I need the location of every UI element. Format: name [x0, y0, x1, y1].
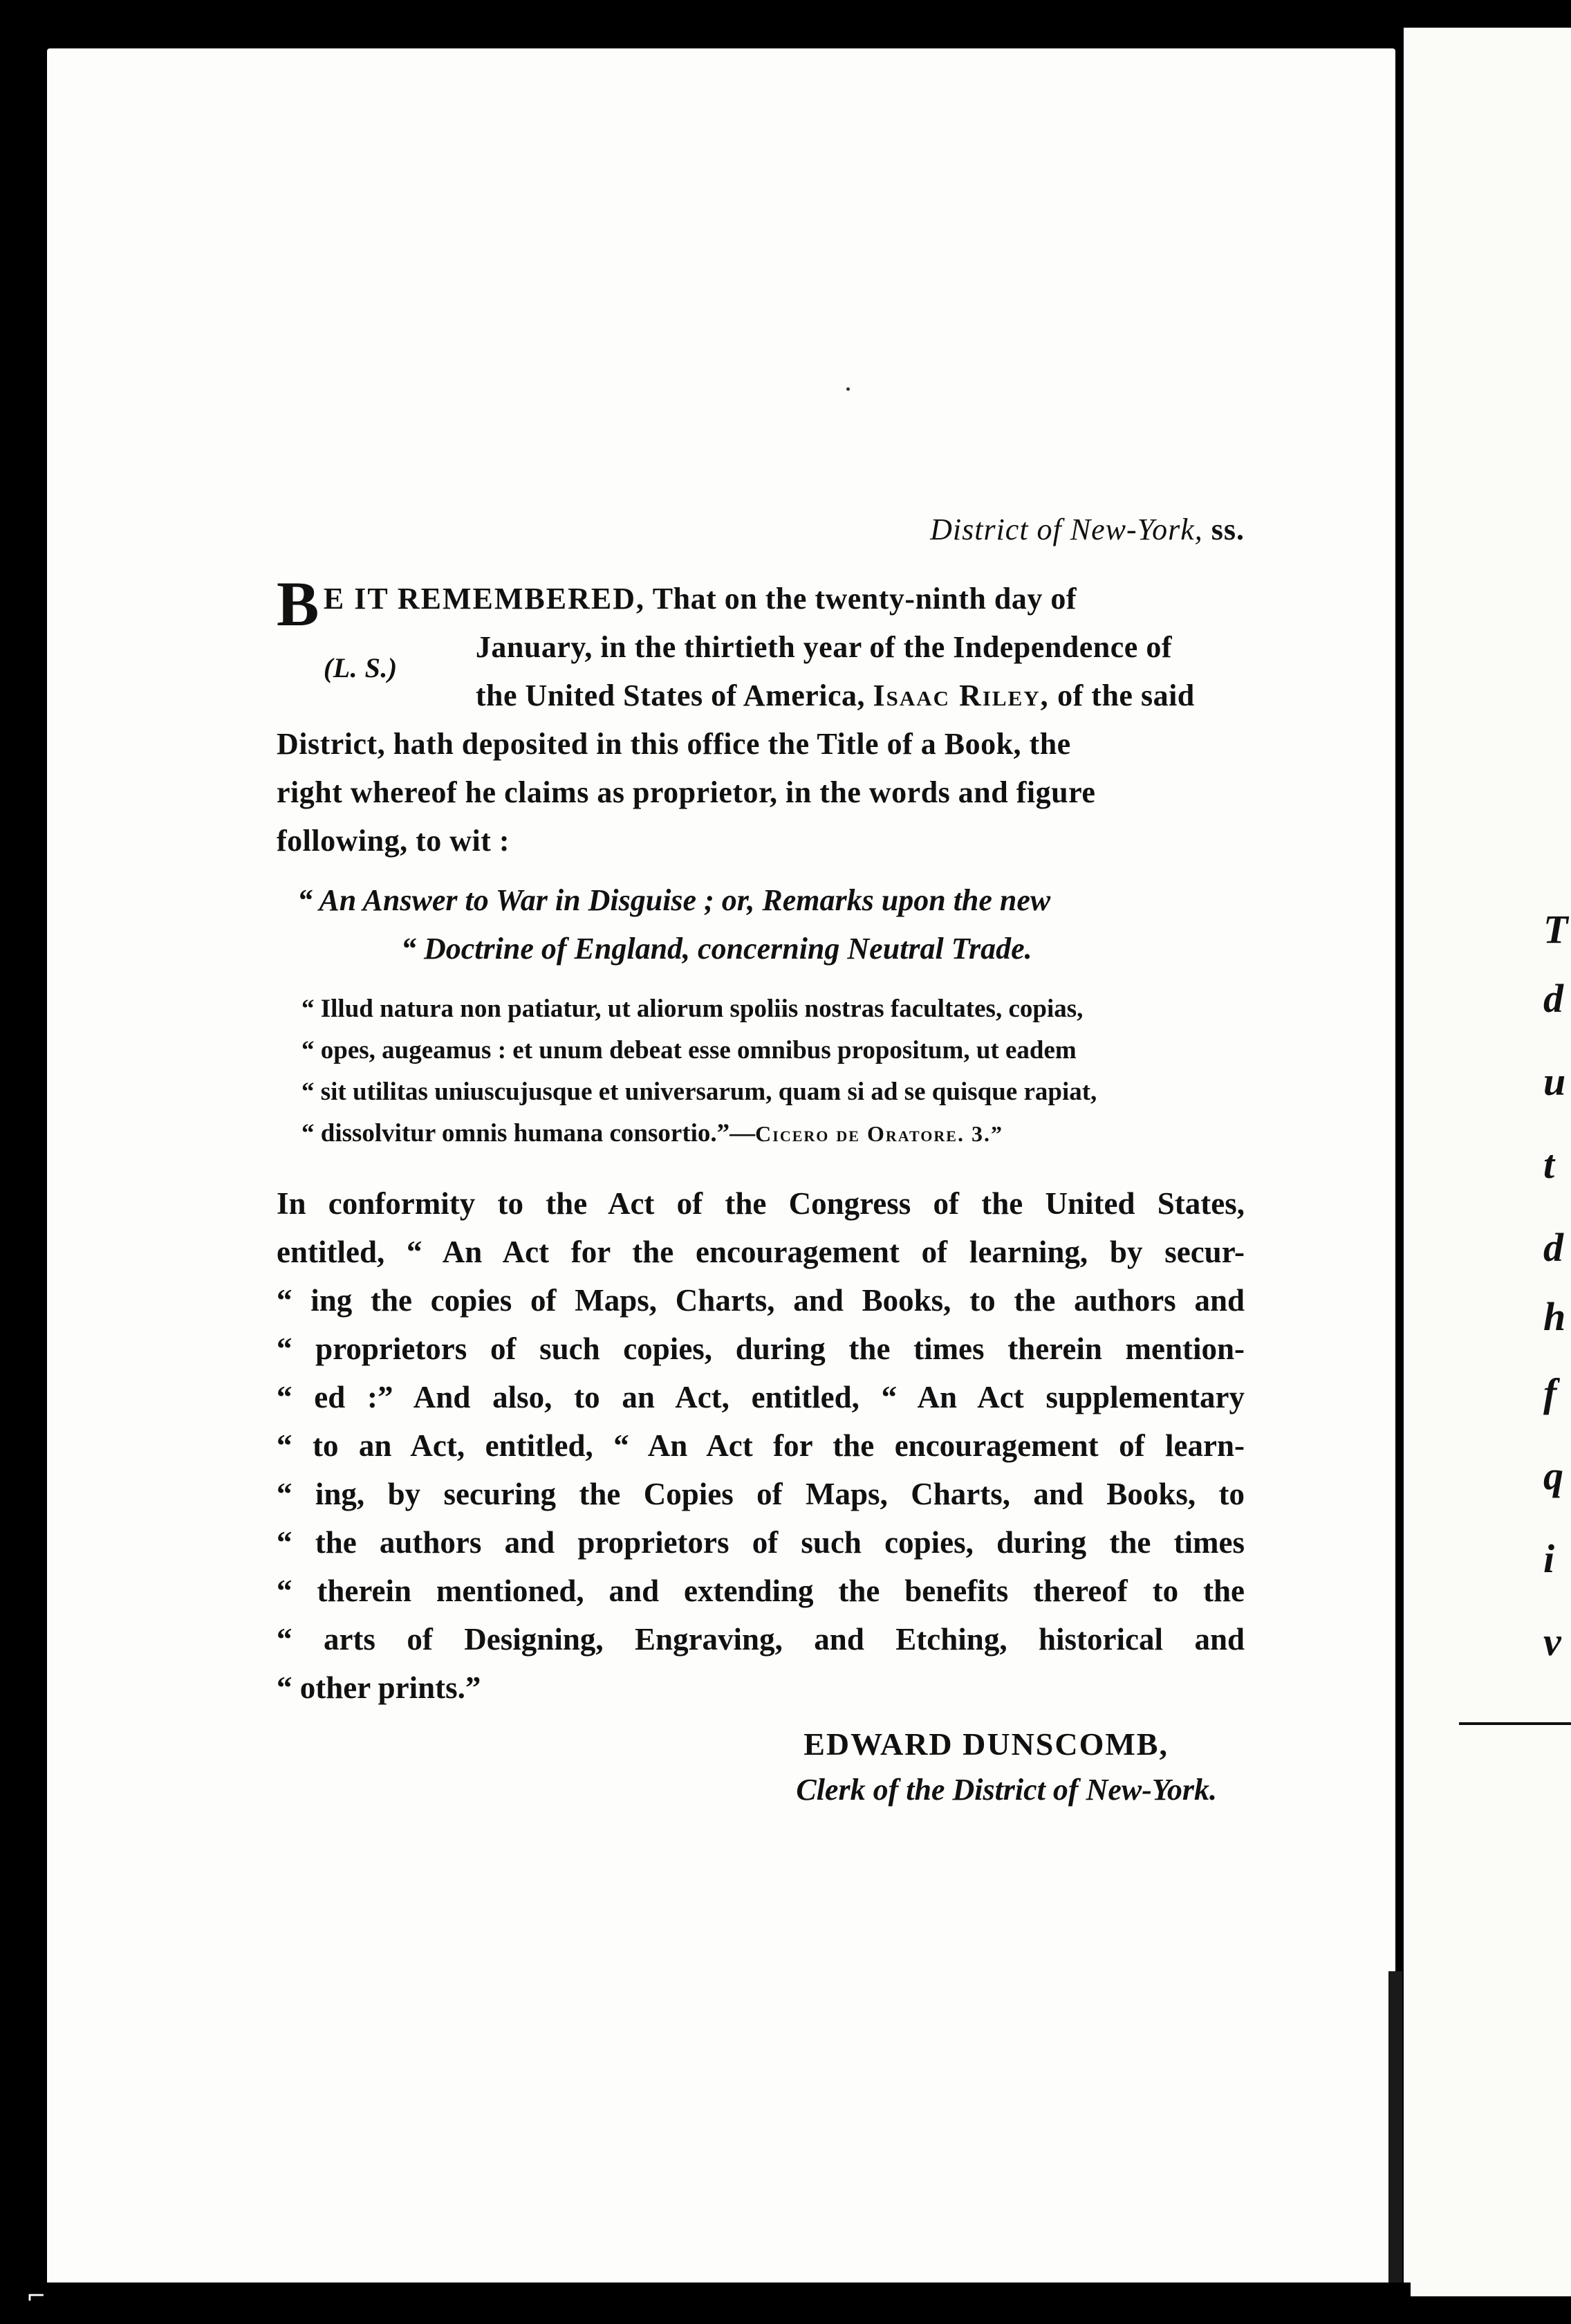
right-page-glyph: u: [1543, 1059, 1566, 1104]
right-page-glyph: d: [1543, 976, 1563, 1021]
conformity-line: “ ing the copies of Maps, Charts, and Books, to the authors and: [277, 1283, 1245, 1318]
conformity-line: “ proprietors of such copies, during the times therein mention-: [277, 1331, 1245, 1366]
latin-line-3: “ sit utilitas uniuscujusque et universarum, quam si ad se quisque rapiat,: [301, 1078, 1097, 1106]
conformity-line: “ arts of Designing, Engraving, and Etching, historical and: [277, 1622, 1245, 1657]
book-title-line-2: “ Doctrine of England, concerning Neutral Trade.: [401, 932, 1032, 966]
body-line: following, to wit :: [277, 824, 510, 858]
latin-line-1: “ Illud natura non patiatur, ut aliorum spoliis nostras facultates, copias,: [301, 995, 1084, 1023]
seal-label: (L. S.): [323, 652, 398, 683]
right-page-glyph: v: [1543, 1619, 1561, 1664]
seal-row: [324, 623, 1245, 720]
latin-line-4-text: “ dissolvitur omnis humana consortio.”—: [301, 1119, 756, 1147]
right-page-glyph: h: [1543, 1294, 1566, 1339]
conformity-line: “ ing, by securing the Copies of Maps, Charts, and Books, to: [277, 1477, 1245, 1511]
district-suffix: ss.: [1211, 513, 1245, 546]
paper-speck: [846, 387, 850, 391]
body-line: District, hath deposited in this office the Title of a Book, the: [277, 727, 1071, 761]
latin-line-2: “ opes, augeamus : et unum debeat esse omnibus propositum, ut eadem: [301, 1036, 1077, 1064]
drop-cap: B: [277, 569, 319, 639]
right-page-glyph: i: [1543, 1536, 1555, 1581]
book-title-quote: [277, 876, 1245, 973]
proprietor-name: Isaac Riley,: [873, 679, 1050, 712]
conformity-line: “ ed :” And also, to an Act, entitled, “ An Act supplementary: [277, 1380, 1245, 1414]
corner-mark-icon: ⌐: [26, 2282, 46, 2310]
seal-line-3: [476, 672, 1245, 720]
seal-text: [476, 623, 1245, 720]
body-paragraph: [277, 720, 1245, 865]
right-page-glyph: T: [1543, 907, 1568, 952]
right-page-glyph: d: [1543, 1225, 1563, 1270]
conformity-paragraph: [277, 1179, 1245, 1712]
seal-line-3-a: the United States of America,: [475, 679, 866, 712]
right-page-glyph: f: [1543, 1370, 1557, 1415]
latin-citation: Cicero de Oratore. 3.”: [755, 1121, 1003, 1146]
latin-epigraph: [277, 988, 1245, 1154]
right-page-glyph: t: [1543, 1142, 1555, 1187]
conformity-line: “ the authors and proprietors of such copies, during the times: [277, 1525, 1245, 1560]
conformity-line: “ to an Act, entitled, “ An Act for the encouragement of learn-: [277, 1428, 1245, 1463]
bottom-edge: [41, 2282, 1411, 2324]
body-line: right whereof he claims as proprietor, in the words and figure: [277, 775, 1096, 809]
conformity-line: “ therein mentioned, and extending the benefits thereof to the: [277, 1574, 1245, 1608]
gutter-shadow: [1388, 1971, 1402, 2289]
seal-line-3-b: of the said: [1057, 679, 1195, 712]
district-heading: [277, 512, 1245, 547]
conformity-line: In conformity to the Act of the Congress of the United States,: [277, 1186, 1245, 1221]
clerk-title: Clerk of the District of New-York.: [796, 1773, 1217, 1807]
clerk-name: EDWARD DUNSCOMB,: [803, 1726, 1169, 1762]
signature-block: [277, 1726, 1245, 1807]
district-text: District of New-York,: [930, 513, 1203, 546]
right-page-rule: [1459, 1722, 1571, 1725]
right-page-glyph: q: [1543, 1453, 1563, 1498]
opening-smallcaps: E IT REMEMBERED,: [323, 582, 646, 616]
conformity-line: entitled, “ An Act for the encouragement of learning, by secur-: [277, 1235, 1245, 1269]
seal-line-2: January, in the thirtieth year of the Independence of: [475, 630, 1172, 664]
opening-line: [277, 569, 1245, 639]
conformity-line: “ other prints.”: [277, 1670, 481, 1705]
book-title-line-1: “ An Answer to War in Disguise ; or, Remarks upon the new: [297, 883, 1051, 917]
opening-rest: That on the twenty-ninth day of: [652, 582, 1077, 616]
latin-line-4: [277, 1113, 1245, 1154]
copyright-notice: [277, 512, 1245, 1807]
